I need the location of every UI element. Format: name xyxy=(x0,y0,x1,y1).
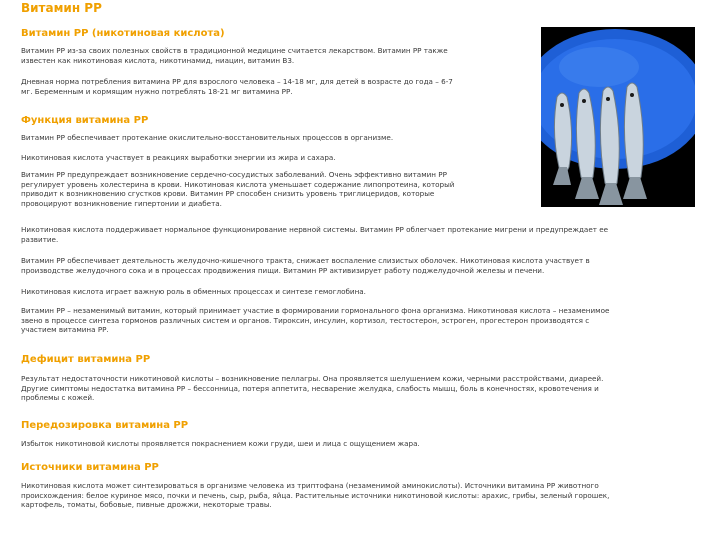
function-paragraph-7: Витамин РР – незаменимый витамин, который принимает участие в формировании гормонального фона организма. Никотиновая кислота – незаменимое звено в процессе синтеза гормонов различных систем и органов. Тироксин, инсулин, кортизол, тестостерон, эстроген, прогестерон производятся с участием витамина РР. xyxy=(21,306,610,335)
function-paragraph-3: Витамин РР предупреждает возникновение сердечно-сосудистых заболеваний. Очень эффективно витамин РР регулирует уровень холестерина в крови. Никотиновая кислота уменьшает содержание липопротеина, который приводит к возникновению сгустков крови. Витамин РР способен снизить уровень триглицеридов, которые провоцируют возникновение гипертонии и диабета. xyxy=(21,170,455,208)
function-paragraph-2: Никотиновая кислота участвует в реакциях выработки энергии из жира и сахара. xyxy=(21,153,336,162)
section-heading-deficit: Дефицит витамина РР xyxy=(21,354,151,365)
deficit-paragraph: Результат недостаточности никотиновой кислоты – возникновение пеллагры. Она проявляется шелушением кожи, черными расстройствами, диареей. Другие симптомы недостатка витамина РР – бессонница, потеря аппетита, несварение желудка, слабость мышц, боль в конечностях, кровотечения и проблемы с кожей. xyxy=(21,374,604,403)
intro-paragraph-1: Витамин РР из-за своих полезных свойств в традиционной медицине считается лекарством. Витамин РР также известен как никотиновая кислота, никотинамид, ниацин, витамин В3. xyxy=(21,46,448,65)
page-title: Витамин PP xyxy=(21,1,102,15)
sources-paragraph: Никотиновая кислота может синтезироваться в организме человека из триптофана (незаменимой аминокислоты). Источники витамина РР животного происхождения: белое куриное мясо, почки и печень, сыр, рыба, яйца. Растительные источники никотиновой кислоты: арахис, грибы, зеленый горошек, картофель, томаты, бобовые, пивные дрожжи, некоторые травы. xyxy=(21,481,610,510)
function-paragraph-4: Никотиновая кислота поддерживает нормальное функционирование нервной системы. Витамин РР облегчает протекание мигрени и предупреждает ее развитие. xyxy=(21,225,609,244)
function-paragraph-1: Витамин РР обеспечивает протекание окислительно-восстановительных процессов в организме. xyxy=(21,133,394,142)
section-heading-overdose: Передозировка витамина РР xyxy=(21,420,189,431)
fish-on-blue-plate-image xyxy=(541,27,695,207)
function-paragraph-6: Никотиновая кислота играет важную роль в обменных процессах и синтезе гемоглобина. xyxy=(21,287,366,296)
section-heading-function: Функция витамина РР xyxy=(21,115,149,126)
section-heading-sources: Источники витамина РР xyxy=(21,462,159,473)
fish-photo xyxy=(541,27,695,207)
intro-paragraph-2: Дневная норма потребления витамина РР для взрослого человека – 14-18 мг, для детей в возрасте до года – 6-7 мг. Беременным и кормящим нужно потреблять 18-21 мг витамина РР. xyxy=(21,77,453,96)
function-paragraph-5: Витамин РР обеспечивает деятельность желудочно-кишечного тракта, снижает воспаление слизистых оболочек. Никотиновая кислота участвует в производстве желудочного сока и в процессах продвижения пищи. Витамин РР активизирует работу поджелудочной железы и печени. xyxy=(21,256,590,275)
section-heading-intro: Витамин РР (никотиновая кислота) xyxy=(21,28,225,39)
overdose-paragraph: Избыток никотиновой кислоты проявляется покраснением кожи груди, шеи и лица с ощущением жара. xyxy=(21,439,420,448)
